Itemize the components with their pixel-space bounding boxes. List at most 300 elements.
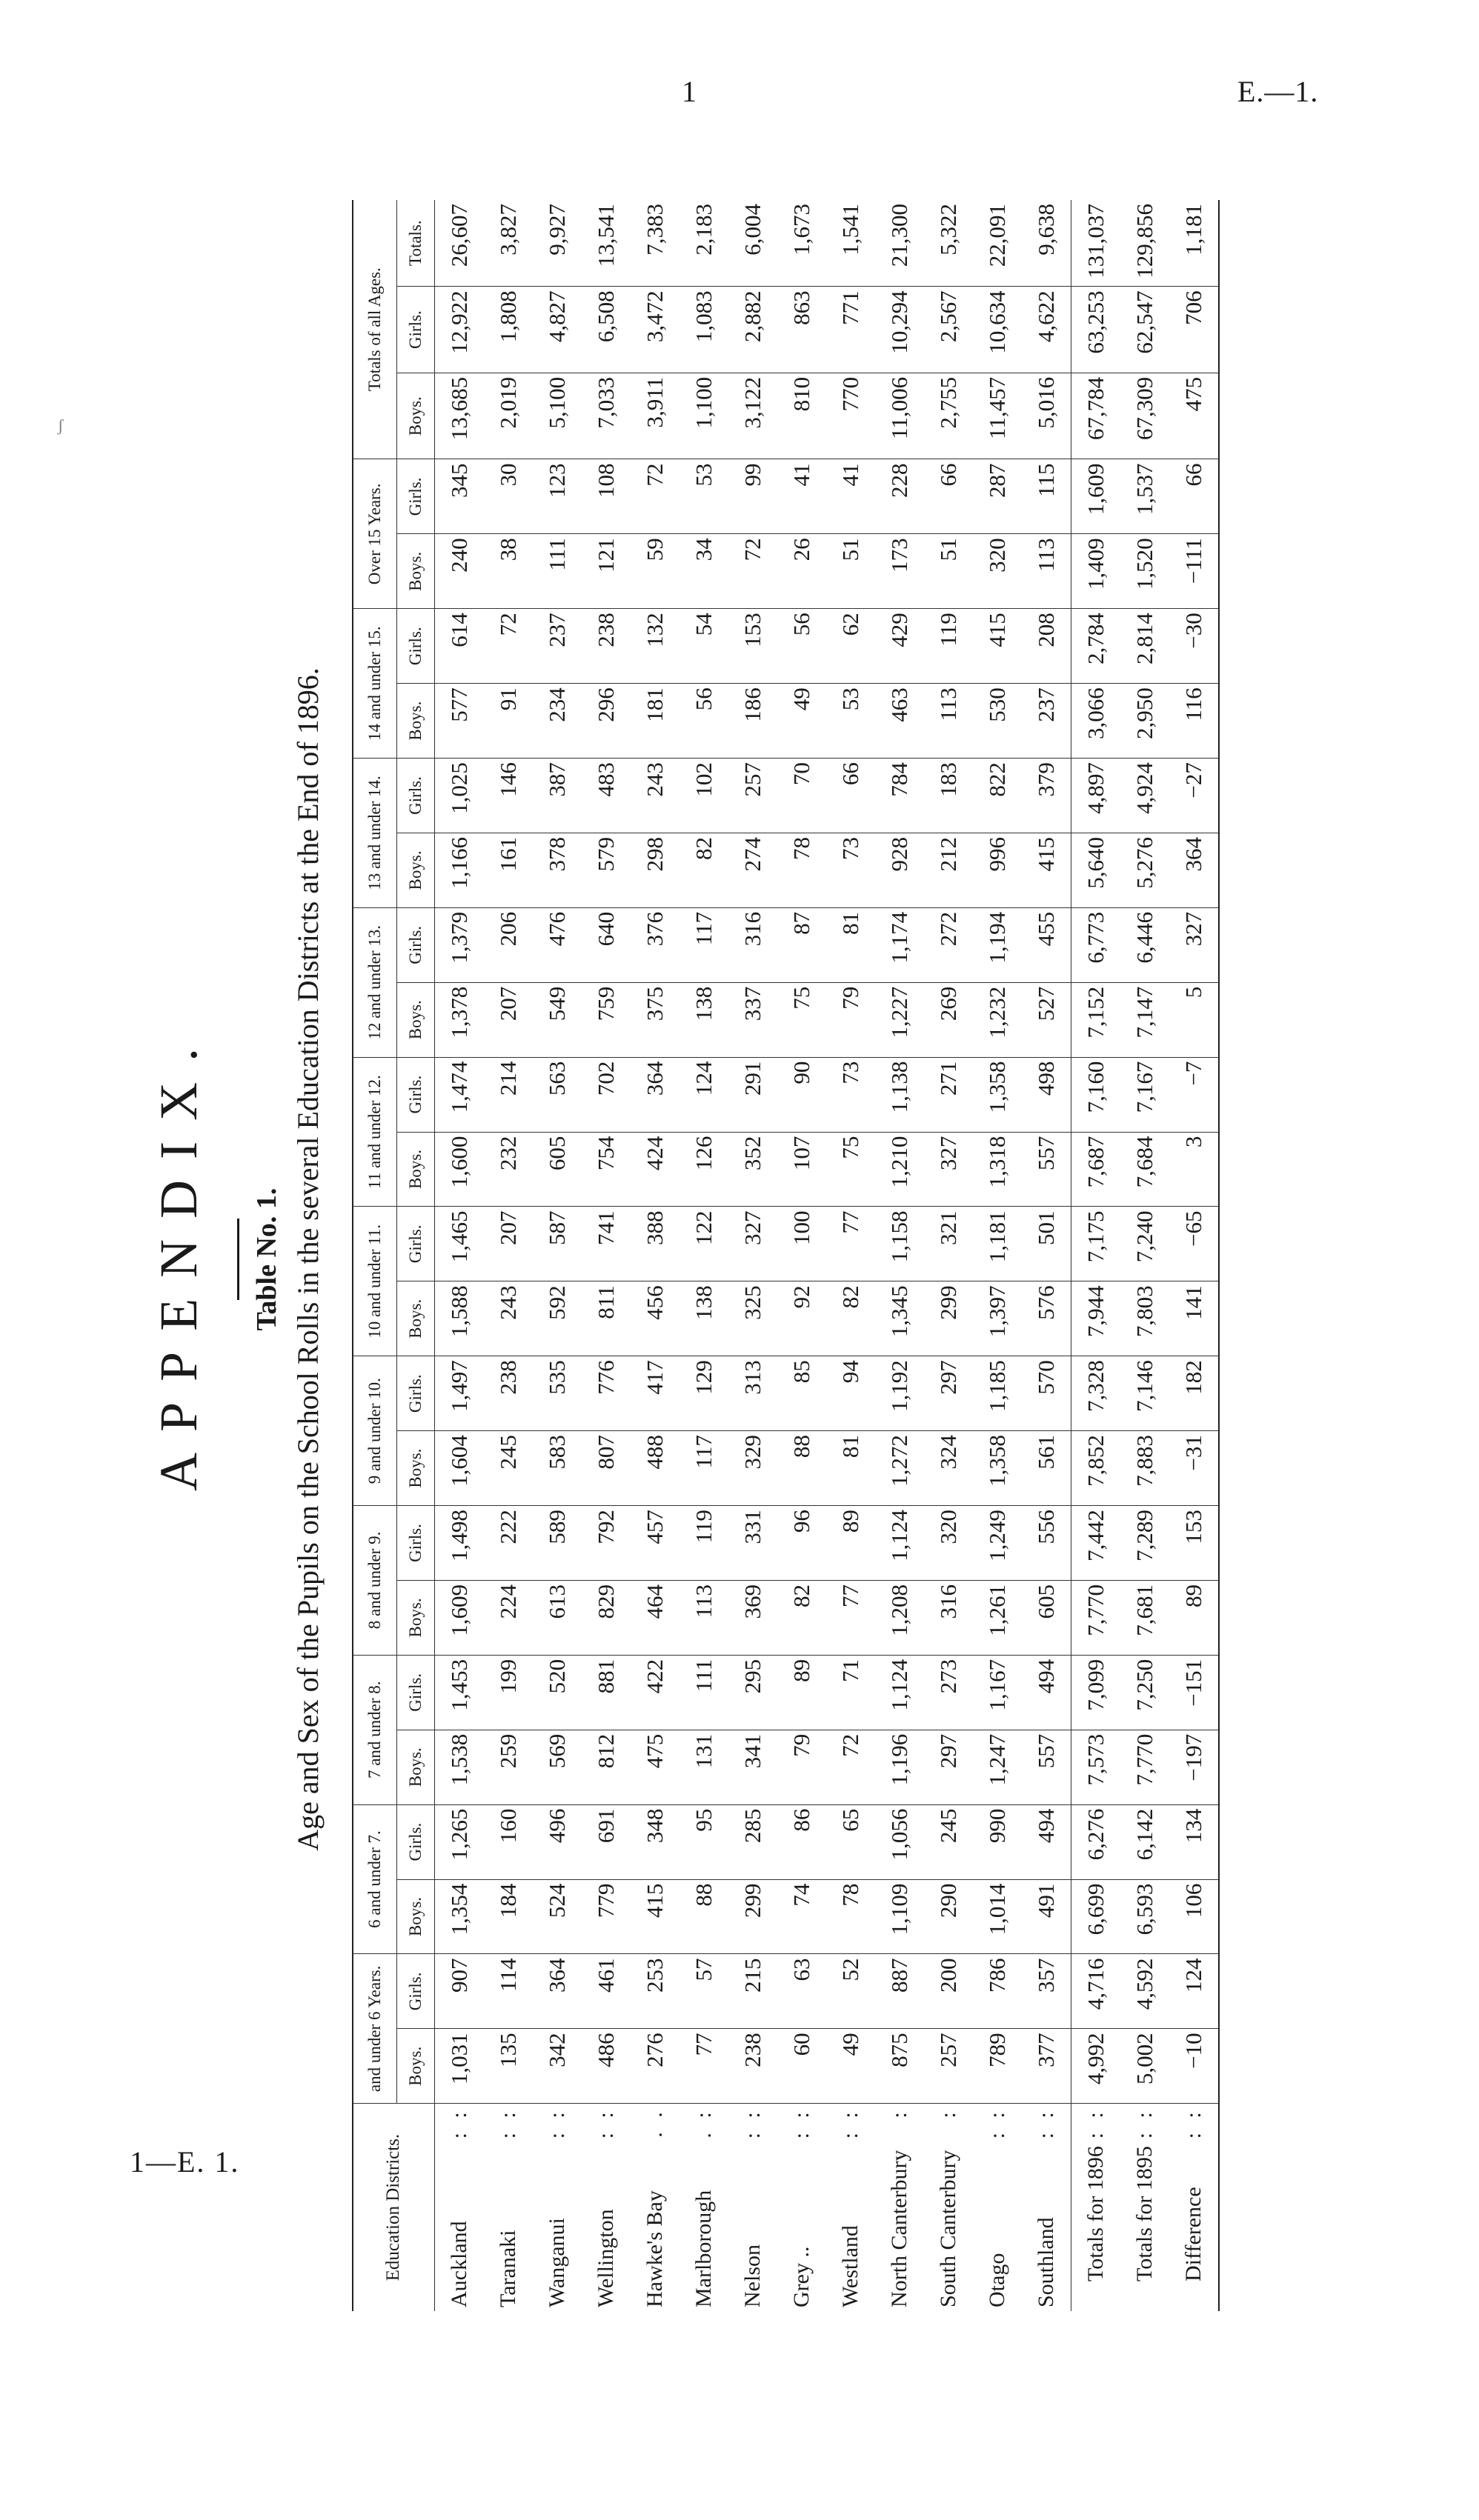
table-cell: 422 [631,1655,679,1730]
table-cell: 1,014 [973,1879,1022,1954]
table-cell: 228 [875,459,924,534]
boys-column-header: Boys. [397,1281,435,1356]
table-cell: 483 [582,759,631,833]
table-cell: 183 [924,759,973,833]
table-cell: 1,166 [435,833,485,907]
table-cell: 2,882 [728,287,777,373]
table-cell: 561 [1022,1431,1071,1506]
table-cell: 1,158 [875,1207,924,1281]
table-cell: 316 [924,1580,973,1655]
page-footer: 1—E. 1. [130,2145,240,2179]
table-cell: 457 [631,1506,679,1581]
table-cell: 375 [631,982,679,1057]
table-cell: 240 [435,534,485,609]
table-cell: 5,100 [533,373,582,459]
table-cell: 212 [924,833,973,907]
table-cell: 72 [484,609,533,684]
table-cell: 79 [826,982,875,1057]
table-cell: 6,004 [728,200,777,287]
table-cell: 1,673 [777,200,826,287]
table-cell: 2,814 [1120,609,1169,684]
table-cell: 1,378 [435,982,485,1057]
district-name: Westland [838,2225,863,2307]
table-cell: 232 [484,1132,533,1207]
table-cell: 4,622 [1022,287,1071,373]
table-caption: Age and Sex of the Pupils on the School Rolls in the several Education Districts at the End of 1896. [291,667,325,1851]
table-cell: 245 [484,1431,533,1506]
table-row [1071,200,1121,2311]
table-cell: 583 [533,1431,582,1506]
table-row [1169,200,1219,2311]
rotated-table-area [126,148,1312,2370]
table-cell: 88 [777,1431,826,1506]
table-cell: 1,265 [435,1804,485,1879]
table-cell: 387 [533,759,582,833]
age-group-header: 10 and under 11. [353,1207,397,1356]
leader-dots: : [936,2107,960,2119]
table-cell: 4,924 [1120,759,1169,833]
leader-dots: : : [985,2107,1009,2139]
table-cell: 53 [826,684,875,759]
age-group-header: 9 and under 10. [353,1356,397,1506]
table-cell: 770 [826,373,875,459]
table-cell: 429 [875,609,924,684]
boys-column-header: Boys. [397,1879,435,1954]
district-name-cell [1071,2104,1121,2311]
table-cell: 11,457 [973,373,1022,459]
table-cell: 62,547 [1120,287,1169,373]
table-cell: 135 [484,2029,533,2104]
table-cell: 51 [826,534,875,609]
district-name: Nelson [740,2244,765,2307]
table-cell: 26 [777,534,826,609]
totals-column-header: Totals. [397,200,435,287]
scan-mark: ʃ [58,416,64,435]
table-cell: 488 [631,1431,679,1506]
table-cell: 907 [435,1954,485,2029]
table-cell: 57 [679,1954,728,2029]
table-cell: 78 [777,833,826,907]
table-cell: 329 [728,1431,777,1506]
table-cell: 115 [1022,459,1071,534]
table-cell: 3,911 [631,373,679,459]
table-cell: 810 [777,373,826,459]
age-group-header: and under 6 Years. [353,1954,397,2104]
table-cell: 461 [582,1954,631,2029]
table-cell: 530 [973,684,1022,759]
boys-column-header: Boys. [397,534,435,609]
table-cell: 605 [533,1132,582,1207]
table-cell: −30 [1169,609,1219,684]
table-cell: 1,354 [435,1879,485,1954]
table-cell: 6,699 [1071,1879,1121,1954]
table-cell: 153 [728,609,777,684]
table-cell: 1,194 [973,907,1022,982]
table-cell: 22,091 [973,200,1022,287]
table-cell: 759 [582,982,631,1057]
table-cell: 243 [484,1281,533,1356]
table-cell: 2,950 [1120,684,1169,759]
girls-column-header: Girls. [397,759,435,833]
table-cell: 131 [679,1730,728,1804]
table-cell: 1,272 [875,1431,924,1506]
table-cell: 7,167 [1120,1057,1169,1132]
table-cell: 476 [533,907,582,982]
district-name: South Canterbury [936,2150,960,2307]
table-cell: 614 [435,609,485,684]
table-cell: 49 [777,684,826,759]
table-cell: 269 [924,982,973,1057]
table-cell: 86 [777,1804,826,1879]
leader-dots: : : [789,2107,814,2139]
table-row [679,200,728,2311]
table-cell: 99 [728,459,777,534]
district-name: Difference [1181,2187,1206,2281]
table-cell: 807 [582,1431,631,1506]
table-cell: 6,773 [1071,907,1121,982]
table-cell: 234 [533,684,582,759]
table-cell: 6,446 [1120,907,1169,982]
table-cell: 348 [631,1804,679,1879]
table-cell: −10 [1169,2029,1219,2104]
table-cell: 123 [533,459,582,534]
table-cell: 1,520 [1120,534,1169,609]
table-cell: 34 [679,534,728,609]
table-cell: 786 [973,1954,1022,2029]
table-cell: 10,294 [875,287,924,373]
table-cell: 12,922 [435,287,485,373]
table-cell: 7,687 [1071,1132,1121,1207]
table-cell: 132 [631,609,679,684]
district-name-cell [435,2104,485,2311]
table-cell: 524 [533,1879,582,1954]
table-cell: 6,593 [1120,1879,1169,1954]
table-cell: 1,498 [435,1506,485,1581]
table-cell: 1,083 [679,287,728,373]
table-cell: 81 [826,1431,875,1506]
table-cell: 82 [679,833,728,907]
table-cell: 182 [1169,1356,1219,1431]
table-cell: 199 [484,1655,533,1730]
table-cell: 296 [582,684,631,759]
table-cell: 122 [679,1207,728,1281]
table-cell: 75 [826,1132,875,1207]
table-cell: 341 [728,1730,777,1804]
table-cell: 297 [924,1356,973,1431]
table-cell: 3 [1169,1132,1219,1207]
district-name-cell [1120,2104,1169,2311]
table-cell: 587 [533,1207,582,1281]
table-cell: −31 [1169,1431,1219,1506]
table-cell: 377 [1022,2029,1071,2104]
table-cell: 287 [973,459,1022,534]
table-cell: 79 [777,1730,826,1804]
table-cell: 66 [1169,459,1219,534]
district-name: Taranaki [496,2230,520,2307]
table-cell: 243 [631,759,679,833]
table-cell: 1,185 [973,1356,1022,1431]
table-cell: 327 [1169,907,1219,982]
boys-column-header: Boys. [397,1431,435,1506]
table-cell: 569 [533,1730,582,1804]
table-cell: 1,138 [875,1057,924,1132]
table-cell: 475 [631,1730,679,1804]
table-cell: 388 [631,1207,679,1281]
district-name-cell [924,2104,973,2311]
table-cell: 3,066 [1071,684,1121,759]
table-cell: 3,122 [728,373,777,459]
table-cell: 7,152 [1071,982,1121,1057]
table-cell: 1,358 [973,1431,1022,1506]
table-cell: 138 [679,982,728,1057]
table-cell: 146 [484,759,533,833]
table-cell: 238 [582,609,631,684]
table-cell: 313 [728,1356,777,1431]
table-cell: 1,174 [875,907,924,982]
table-cell: 7,770 [1120,1730,1169,1804]
boys-column-header: Boys. [397,1580,435,1655]
table-cell: 70 [777,759,826,833]
leader-dots: : : [1034,2107,1058,2139]
table-cell: 520 [533,1655,582,1730]
table-cell: 592 [533,1281,582,1356]
district-name: Southland [1034,2217,1058,2307]
table-body [435,200,1220,2311]
table-cell: 114 [484,1954,533,2029]
table-cell: 498 [1022,1057,1071,1132]
table-cell: 297 [924,1730,973,1804]
table-cell: 9,927 [533,200,582,287]
table-cell: 352 [728,1132,777,1207]
table-cell: 378 [533,833,582,907]
table-cell: 706 [1169,287,1219,373]
table-cell: 173 [875,534,924,609]
table-cell: 784 [875,759,924,833]
table-cell: 66 [826,759,875,833]
table-cell: 702 [582,1057,631,1132]
table-cell: 486 [582,2029,631,2104]
table-cell: 1,604 [435,1431,485,1506]
table-cell: 206 [484,907,533,982]
table-cell: 290 [924,1879,973,1954]
table-cell: 6,508 [582,287,631,373]
table-cell: 881 [582,1655,631,1730]
table-cell: 357 [1022,1954,1071,2029]
table-cell: 535 [533,1356,582,1431]
table-cell: 379 [1022,759,1071,833]
table-cell: 237 [533,609,582,684]
table-row [1120,200,1169,2311]
table-cell: −151 [1169,1655,1219,1730]
table-cell: 7,852 [1071,1431,1121,1506]
table-cell: 72 [728,534,777,609]
district-name-cell [875,2104,924,2311]
table-cell: 2,019 [484,373,533,459]
table-cell: 570 [1022,1356,1071,1431]
table-cell: 589 [533,1506,582,1581]
table-cell: 214 [484,1057,533,1132]
table-cell: 527 [1022,982,1071,1057]
pupils-age-sex-table [352,200,1220,2311]
table-cell: 7,684 [1120,1132,1169,1207]
table-cell: 7,328 [1071,1356,1121,1431]
leader-dots: . . [642,2107,667,2138]
table-cell: 494 [1022,1804,1071,1879]
page-number: 1 [682,75,697,108]
table-cell: 3,472 [631,287,679,373]
table-cell: 5,322 [924,200,973,287]
age-group-header: 7 and under 8. [353,1655,397,1804]
table-cell: 1,210 [875,1132,924,1207]
table-cell: 5,016 [1022,373,1071,459]
table-cell: 576 [1022,1281,1071,1356]
table-cell: 556 [1022,1506,1071,1581]
table-cell: 82 [777,1580,826,1655]
table-cell: 1,345 [875,1281,924,1356]
table-cell: 67,784 [1071,373,1121,459]
leader-dots: : : [496,2107,520,2139]
table-cell: 364 [631,1057,679,1132]
table-cell: 285 [728,1804,777,1879]
table-cell: 96 [777,1506,826,1581]
table-cell: 7,175 [1071,1207,1121,1281]
table-cell: 321 [924,1207,973,1281]
table-cell: 557 [1022,1132,1071,1207]
table-cell: 257 [924,2029,973,2104]
table-row [728,200,777,2311]
leader-dots: : : [1132,2107,1157,2139]
table-cell: 89 [826,1506,875,1581]
table-cell: 1,208 [875,1580,924,1655]
district-name-cell [973,2104,1022,2311]
table-cell: 87 [777,907,826,982]
table-cell: 89 [1169,1580,1219,1655]
table-cell: 237 [1022,684,1071,759]
table-cell: 887 [875,1954,924,2029]
age-group-header: 12 and under 13. [353,907,397,1057]
table-cell: 73 [826,833,875,907]
table-cell: 7,573 [1071,1730,1121,1804]
table-cell: 26,607 [435,200,485,287]
table-cell: 415 [1022,833,1071,907]
table-cell: 186 [728,684,777,759]
table-cell: 41 [777,459,826,534]
table-cell: 4,716 [1071,1954,1121,2029]
table-cell: 417 [631,1356,679,1431]
table-cell: 5,002 [1120,2029,1169,2104]
table-cell: 73 [826,1057,875,1132]
district-name: Wanganui [545,2218,569,2307]
table-cell: 298 [631,833,679,907]
table-cell: 5,276 [1120,833,1169,907]
table-cell: 415 [973,609,1022,684]
table-cell: 928 [875,833,924,907]
table-cell: 491 [1022,1879,1071,1954]
district-name-cell [631,2104,679,2311]
table-cell: 81 [826,907,875,982]
table-cell: 108 [582,459,631,534]
leader-dots: : : [447,2107,471,2139]
table-cell: 829 [582,1580,631,1655]
table-cell: 822 [973,759,1022,833]
table-cell: 320 [973,534,1022,609]
table-cell: 207 [484,982,533,1057]
table-cell: 875 [875,2029,924,2104]
table-cell: 613 [533,1580,582,1655]
table-cell: 106 [1169,1879,1219,1954]
table-cell: 71 [826,1655,875,1730]
table-cell: 812 [582,1730,631,1804]
table-cell: 1,474 [435,1057,485,1132]
table-cell: 119 [924,609,973,684]
table-cell: −65 [1169,1207,1219,1281]
leader-dots: . : [691,2107,716,2139]
table-cell: 113 [924,684,973,759]
table-cell: 7,146 [1120,1356,1169,1431]
girls-column-header: Girls. [397,907,435,982]
table-cell: 789 [973,2029,1022,2104]
table-cell: 7,803 [1120,1281,1169,1356]
table-cell: 4,992 [1071,2029,1121,2104]
table-cell: 6,142 [1120,1804,1169,1879]
table-cell: 9,638 [1022,200,1071,287]
table-row [875,200,924,2311]
table-cell: 1,453 [435,1655,485,1730]
table-cell: 160 [484,1804,533,1879]
table-cell: 102 [679,759,728,833]
district-name: Auckland [447,2221,471,2307]
age-group-header: 13 and under 14. [353,759,397,908]
table-cell: 77 [679,2029,728,2104]
table-cell: 7,944 [1071,1281,1121,1356]
table-cell: 754 [582,1132,631,1207]
table-cell: 38 [484,534,533,609]
table-cell: 1,100 [679,373,728,459]
table-cell: 259 [484,1730,533,1804]
table-cell: 1,588 [435,1281,485,1356]
table-cell: 207 [484,1207,533,1281]
girls-column-header: Girls. [397,1804,435,1879]
district-name: Hawke's Bay [642,2190,667,2307]
table-cell: 1,181 [973,1207,1022,1281]
table-cell: 1,031 [435,2029,485,2104]
table-cell: 6,276 [1071,1804,1121,1879]
table-cell: 1,397 [973,1281,1022,1356]
table-cell: 72 [826,1730,875,1804]
table-cell: 1,409 [1071,534,1121,609]
table-cell: 7,770 [1071,1580,1121,1655]
district-name-cell [728,2104,777,2311]
table-cell: 557 [1022,1730,1071,1804]
girls-column-header: Girls. [397,459,435,534]
table-cell: 7,681 [1120,1580,1169,1655]
table-cell: 52 [826,1954,875,2029]
table-cell: 1,609 [435,1580,485,1655]
table-cell: 1,249 [973,1506,1022,1581]
table-cell: 295 [728,1655,777,1730]
table-cell: 7,099 [1071,1655,1121,1730]
table-cell: 161 [484,833,533,907]
table-number-title: Table No. 1. [251,1187,282,1331]
table-cell: 464 [631,1580,679,1655]
table-row [1022,200,1071,2311]
age-group-header: 14 and under 15. [353,609,397,759]
table-cell: 111 [679,1655,728,1730]
district-name: Marlborough [691,2190,716,2307]
table-cell: 1,261 [973,1580,1022,1655]
table-cell: 100 [777,1207,826,1281]
table-cell: 424 [631,1132,679,1207]
